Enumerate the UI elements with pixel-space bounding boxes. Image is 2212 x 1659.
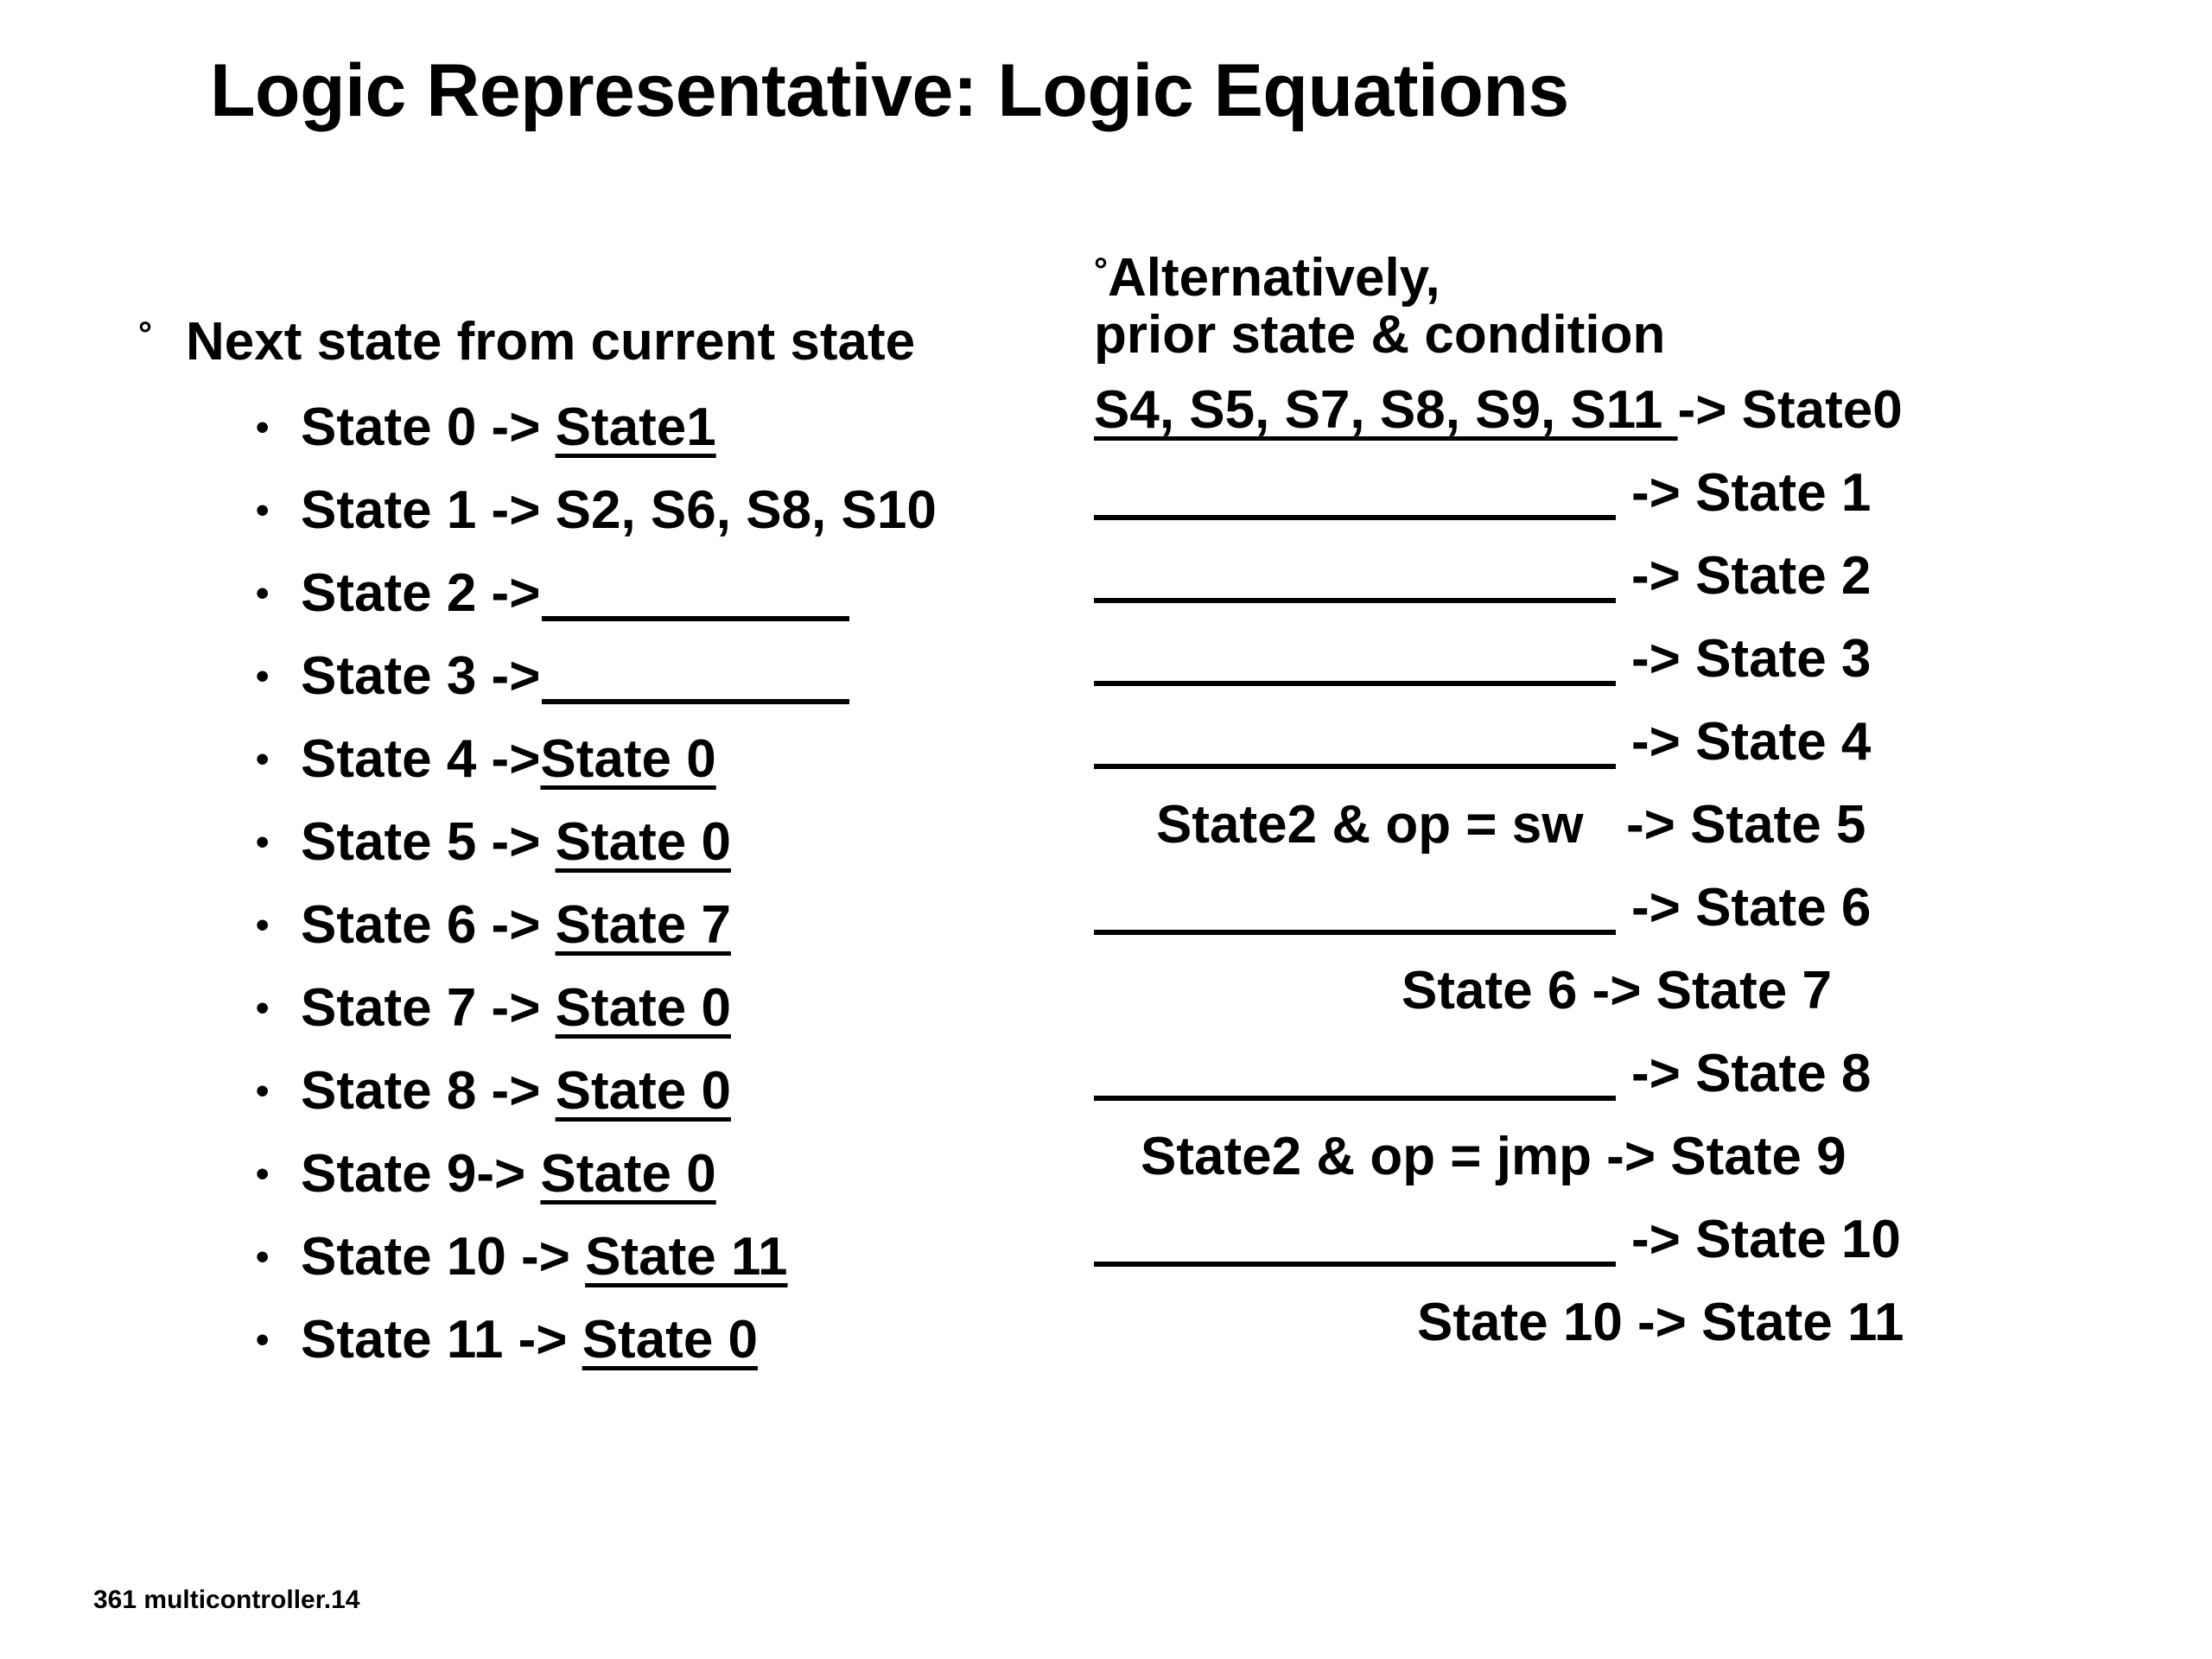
equation-row [1094, 1211, 2044, 1294]
current-state: State 2 -> [301, 563, 541, 623]
condition: State2 & op = sw [1156, 795, 1584, 855]
next-state-answer: State 7 [555, 895, 731, 955]
condition-blank [1094, 764, 1616, 769]
target-state: -> State 10 [1631, 1210, 1901, 1269]
bullet-dot-icon: • [256, 987, 270, 1029]
current-state: State 7 -> [301, 978, 556, 1038]
next-state-answer: State 11 [585, 1227, 788, 1287]
current-state: State 6 -> [301, 895, 556, 955]
current-state: State 11 -> [301, 1310, 582, 1370]
current-state: State 8 -> [301, 1061, 556, 1121]
equation-row [1094, 548, 2044, 631]
left-heading-text: Next state from current state [186, 312, 916, 372]
condition-blank [1094, 515, 1616, 520]
next-state-answer: State 0 [582, 1310, 759, 1370]
equation-row [1094, 1128, 2044, 1211]
equation-row [1094, 797, 2044, 880]
target-state: -> State 4 [1631, 712, 1872, 772]
current-state: State 10 -> [301, 1227, 586, 1287]
next-state-answer: State 0 [555, 812, 731, 872]
target-state: -> State 1 [1631, 463, 1872, 523]
answer-blank [542, 699, 849, 704]
equation-row [1094, 382, 2044, 465]
target-state: -> State0 [1677, 380, 1903, 440]
target-state: -> State 2 [1631, 546, 1872, 606]
bullet-dot-icon: • [256, 1319, 270, 1361]
equation-row [1094, 880, 2044, 963]
condition: State 6 -> State 7 [1402, 961, 1832, 1020]
next-state-answer: State1 [555, 397, 716, 457]
bullet-dot-icon: • [256, 821, 270, 863]
next-state-answer: State 0 [540, 1144, 716, 1204]
condition-blank [1094, 1096, 1616, 1101]
prior-states-condition: S4, S5, S7, S8, S9, S11 [1094, 380, 1678, 440]
bullet-dot-icon: • [256, 1236, 270, 1278]
bullet-dot-icon: • [256, 738, 270, 780]
equation-row [1094, 963, 2044, 1046]
condition-blank [1094, 930, 1616, 935]
answer-blank [542, 616, 849, 621]
target-state: -> State 6 [1631, 878, 1872, 938]
current-state: State 1 -> S2, S6, S8, S10 [301, 480, 937, 540]
condition: State2 & op = jmp -> State 9 [1141, 1127, 1847, 1186]
condition-blank [1094, 598, 1616, 603]
ring-bullet-icon: ° [1094, 251, 1108, 289]
ring-bullet-icon: ° [138, 315, 152, 353]
equation-row [1094, 465, 2044, 548]
current-state: State 3 -> [301, 646, 541, 706]
right-heading-line2: prior state & condition [1094, 305, 1666, 365]
slide-footer: 361 multicontroller.14 [93, 1586, 360, 1614]
equation-row [1094, 631, 2044, 714]
right-heading-line1: Alternatively, [1108, 248, 1440, 308]
condition: State 10 -> State 11 [1417, 1293, 1904, 1352]
bullet-dot-icon: • [256, 489, 270, 531]
condition-blank [1094, 681, 1616, 686]
equation-row [1094, 1294, 2044, 1377]
target-state: -> State 8 [1631, 1044, 1872, 1103]
condition-blank [1094, 1262, 1616, 1267]
bullet-dot-icon: • [256, 1070, 270, 1112]
prior-state-list [1094, 382, 2044, 1377]
equation-row [1094, 714, 2044, 797]
next-state-answer: State 0 [555, 1061, 731, 1121]
current-state: State 0 -> [301, 397, 556, 457]
bullet-dot-icon: • [256, 1153, 270, 1195]
bullet-dot-icon: • [256, 572, 270, 614]
target-state: -> State 3 [1631, 629, 1872, 689]
bullet-dot-icon: • [256, 406, 270, 448]
current-state: State 9-> [301, 1144, 541, 1204]
next-state-answer: State 0 [540, 729, 716, 789]
bullet-dot-icon: • [256, 655, 270, 697]
next-state-answer: State 0 [555, 978, 731, 1038]
target-state: -> State 5 [1626, 795, 1866, 855]
equation-row [1094, 1046, 2044, 1128]
slide-title: Logic Representative: Logic Equations [210, 49, 1569, 132]
current-state: State 4 -> [301, 729, 541, 789]
right-heading [1094, 242, 1665, 364]
current-state: State 5 -> [301, 812, 556, 872]
bullet-dot-icon: • [256, 904, 270, 946]
